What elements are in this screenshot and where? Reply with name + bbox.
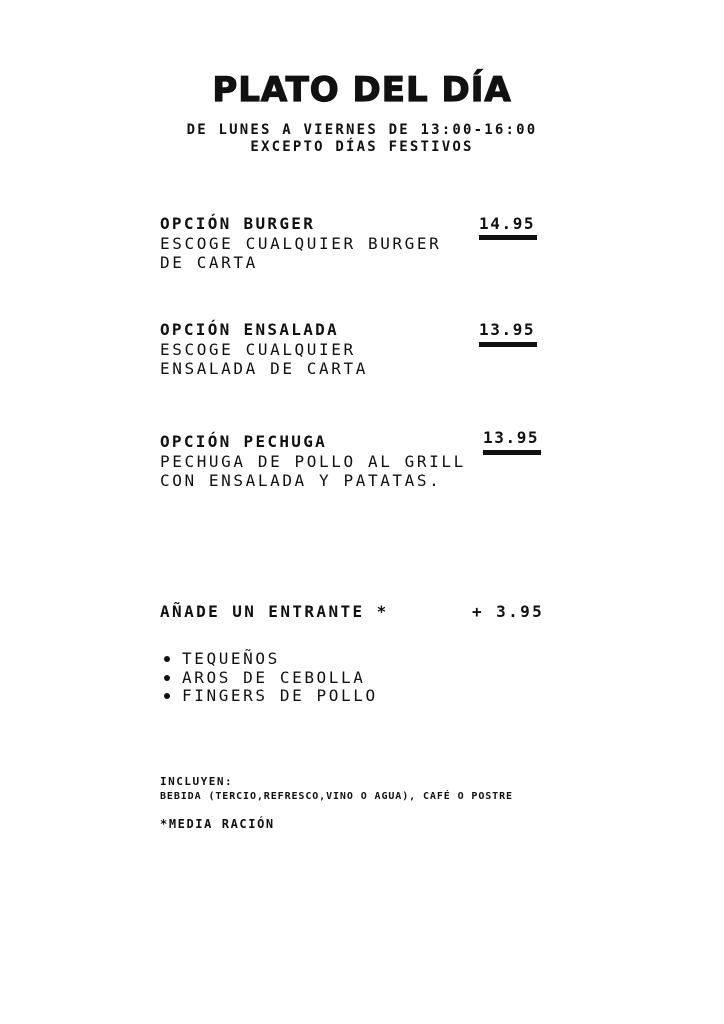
bullet-icon [164,656,170,662]
option-burger-price: 14.95 [479,214,536,233]
option-burger-desc-line1: ESCOGE CUALQUIER BURGER [160,234,442,253]
option-pechuga-desc-line2: CON ENSALADA Y PATATAS. [160,471,442,490]
schedule-exception: EXCEPTO DÍAS FESTIVOS [250,139,474,155]
option-pechuga-price: 13.95 [483,428,540,447]
starter-item-label: TEQUEÑOS [182,649,280,668]
option-pechuga-desc-line1: PECHUGA DE POLLO AL GRILL [160,452,466,471]
starter-list [160,650,378,706]
schedule-days: DE LUNES A VIERNES DE 13:00-16:00 [186,122,538,138]
option-burger-name: OPCIÓN BURGER [160,214,316,233]
option-ensalada-name: OPCIÓN ENSALADA [160,320,339,339]
list-item [160,687,378,706]
starter-item-label: FINGERS DE POLLO [182,686,378,705]
option-pechuga-price-underline [483,450,541,455]
option-burger-price-underline [479,235,537,240]
bullet-icon [164,693,170,699]
list-item [160,650,378,669]
includes-label: INCLUYEN: [160,775,234,788]
list-item [160,669,378,688]
page-title: PLATO DEL DÍA [212,70,512,110]
half-portion-note: *MEDIA RACIÓN [160,817,275,831]
starter-price: + 3.95 [472,602,545,621]
option-ensalada-description [160,340,470,378]
option-burger-description [160,234,470,272]
starter-item-label: AROS DE CEBOLLA [182,667,366,687]
starter-title: AÑADE UN ENTRANTE * [160,602,389,621]
option-burger-desc-line2: DE CARTA [160,253,258,272]
option-pechuga-name: OPCIÓN PECHUGA [160,432,328,451]
includes-text: BEBIDA (TERCIO,REFRESCO,VINO O AGUA), CAFÉ O POSTRE [160,791,513,802]
bullet-icon [164,675,170,681]
option-ensalada-desc-line1: ESCOGE CUALQUIER [160,340,356,359]
option-ensalada-price: 13.95 [479,320,536,339]
option-ensalada-price-underline [479,342,537,347]
option-pechuga-description [160,452,470,490]
option-ensalada-desc-line2: ENSALADA DE CARTA [160,359,368,378]
